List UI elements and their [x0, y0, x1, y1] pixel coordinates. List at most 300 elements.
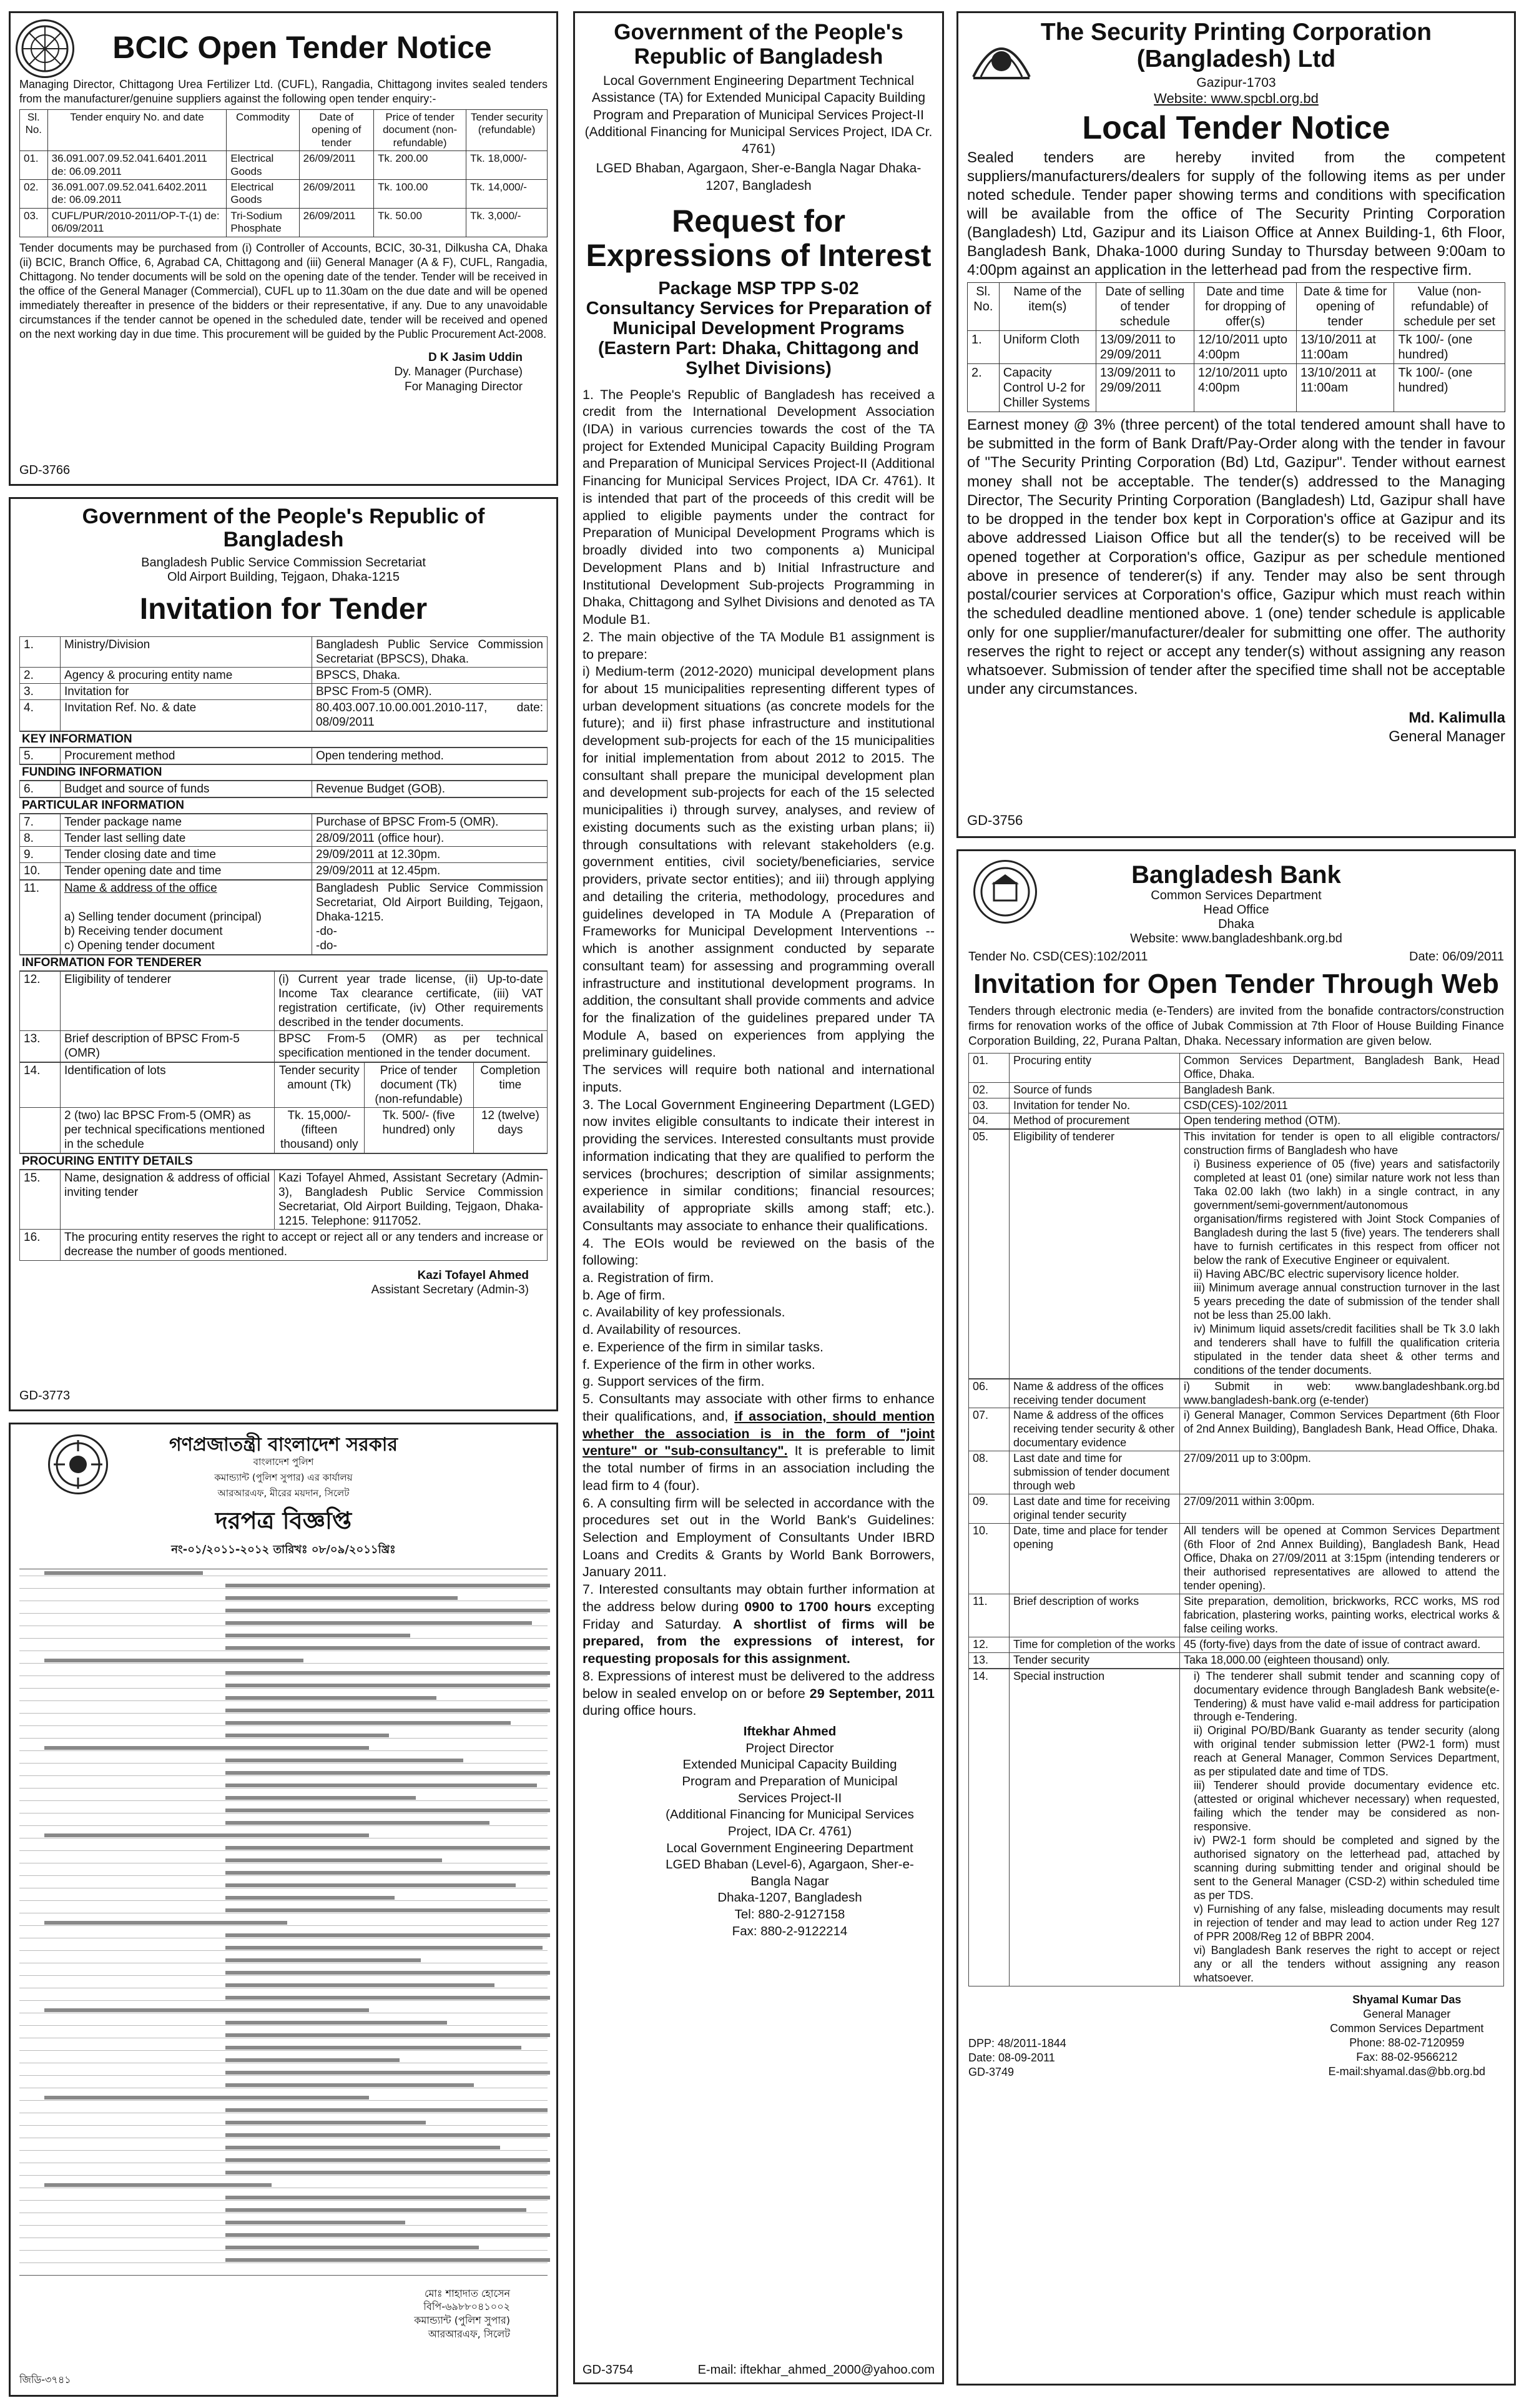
- police-logo: [48, 1434, 108, 1494]
- bpsc-signatory: Kazi Tofayel Ahmed: [417, 1268, 529, 1282]
- bpsc-info-number: 5.: [20, 748, 61, 764]
- lged-signatory-line: Program and Preparation of Municipal: [682, 1774, 898, 1789]
- bpsc-title: Invitation for Tender: [139, 592, 428, 626]
- police-table-text-line: [225, 1734, 389, 1737]
- bpsc-info-value: BPSCS, Dhaka.: [312, 667, 548, 683]
- bb-info-number: 10.: [969, 1524, 1010, 1594]
- bpsc-row11-value: Bangladesh Public Service Commission Secretariat, Old Airport Building, Tejgaon, Dhaka-1215.: [316, 881, 543, 924]
- middle-column: [573, 11, 944, 2396]
- bpsc-info-row: [20, 781, 548, 797]
- lged-signatory-line: Bangla Nagar: [750, 1873, 829, 1888]
- police-tender-table: [19, 1569, 548, 2276]
- spcbl-signatory: Md. Kalimulla: [1408, 709, 1505, 727]
- bpsc-invitation-for-tender: [9, 497, 558, 1411]
- spcbl-name-2: (Bangladesh) Ltd: [1136, 45, 1336, 72]
- lged-para-1: 1. The People's Republic of Bangladesh has received a credit from the International Development Association (IDA) in various currencies towards the cost of the TA project for Extended Municipal Capacity Building Program and Preparation of Municipal Services Project-II (Additional Financing for Municipal Services Project, IDA Cr. 4761). It is intended that part of the proceeds of this credit will be applied to eligible payments under the contract for Preparation of Municipal Development Programs which is broadly divided into two components a) Municipal Development Plans and b) Initial Infrastructure and Institutional Development Sub-projects Programming in Dhaka, Chittagong and Sylhet Divisions and denoted as TA Module B1.: [583, 387, 935, 628]
- bpsc-info-number: 3.: [20, 684, 61, 700]
- bb-gd-number: GD-3749: [968, 2066, 1015, 2079]
- bpsc-info-label: Ministry/Division: [61, 636, 312, 667]
- bb-special-item: iii) Tenderer should provide documentary evidence etc. (attested or original whichever necessary) when requested, failing which the tender may be considered as non-responsive.: [1194, 1779, 1500, 1833]
- police-table-text-line: [225, 1671, 550, 1675]
- spcbl-table-row: [968, 330, 1505, 363]
- police-table-text-line: [225, 1696, 436, 1700]
- bpsc-info-label: Tender closing date and time: [61, 847, 312, 863]
- bpsc-info-row: [20, 748, 548, 764]
- bpsc-info-label: Tender opening date and time: [61, 863, 312, 879]
- spcbl-table: [967, 282, 1505, 412]
- police-table-rule: [19, 1850, 548, 1851]
- police-table-text-line: [225, 2221, 405, 2224]
- lged-criteria-item: g. Support services of the firm.: [583, 1374, 765, 1389]
- bpsc-lot-time: 12 (twelve) days: [473, 1108, 547, 1153]
- police-table-text-line: [225, 1933, 550, 1937]
- spcbl-intro: Sealed tenders are hereby invited from the competent suppliers/manufacturers/dealers for supply of the following items as per under noted schedule. Tender paper showing terms and conditions with specification will be available from the office of The Security Printing Corporation (Bangladesh) Ltd, Gazipur and its Liaison Office at Annex Building-1, 6th Floor, Bangladesh Bank, Dhaka-1000 during Sunday to Thursday between 9:00am to 4:00pm against an application in the letterhead pad from the respective firm.: [967, 149, 1505, 279]
- police-table-text-line: [225, 2133, 550, 2137]
- bpsc-section-entity: PROCURING ENTITY DETAILS: [19, 1153, 548, 1170]
- bb-eligibility-item: i) Business experience of 05 (five) years and satisfactorily completed at least 01 (one) similar nature work not less than Taka 02.00 lakh (two lakh) in a single contract, in any government/semi-government/autonomous organisation/firms registered with Joint Stock Companies of Bangladesh during the last 5 (five) years. The tenderers shall have to furnish certificates in this respect from officer not below the rank of Executive Engineer or equivalent.: [1194, 1158, 1500, 1266]
- police-table-text-line: [44, 1659, 303, 1662]
- bb-intro: Tenders through electronic media (e-Tenders) are invited from the bonafide contractors/construction firms for renovation works of the office of Jubak Commission at 7th Floor of House Building Finance Corporation Building, 22, Purana Paltan, Dhaka. Necessary information are given below.: [968, 1005, 1504, 1048]
- police-table-text-line: [225, 1808, 550, 1812]
- spcbl-website[interactable]: Website: www.spcbl.org.bd: [1154, 90, 1319, 106]
- bcic-table-cell: 26/09/2011: [299, 179, 373, 208]
- police-table-text-line: [225, 1896, 395, 1900]
- bb-info-row: [969, 1652, 1504, 1668]
- police-table-rule: [19, 1713, 548, 1714]
- bpsc-info-value: Bangladesh Public Service Commission Secretariat (BPSCS), Dhaka.: [312, 636, 548, 667]
- bpsc-row15-label: Name, designation & address of official inviting tender: [61, 1170, 275, 1230]
- police-table-rule: [19, 2000, 548, 2001]
- bb-office: Head Office: [1203, 903, 1269, 917]
- police-table-rule: [19, 1638, 548, 1639]
- bpsc-info-row: [20, 831, 548, 847]
- lged-para-8c: during office hours.: [583, 1703, 697, 1719]
- bpsc-section-particular: PARTICULAR INFORMATION: [19, 797, 548, 814]
- bcic-table-header: Sl. No.: [20, 110, 48, 151]
- bcic-table-row: [20, 179, 548, 208]
- left-column: [9, 11, 558, 2408]
- bcic-table-cell: Electrical Goods: [227, 151, 299, 180]
- bpsc-info-value: 80.403.007.10.00.001.2010-117, date: 08/09/2011: [312, 700, 548, 731]
- spcbl-table-cell: 13/09/2011 to 29/09/2011: [1096, 330, 1194, 363]
- bpsc-entity-info: 15. Name, designation & address of official inviting tender Kazi Tofayel Ahmed, Assistant Secretary (Admin-3), Bangladesh Public Service Commission Secretariat, Old Airport Building, Tejgaon, Dhaka-1215. Telephone: 9117052. 16. The procuring entity reserves the right to accept or reject all or any tenders and increase or decrease the number of goods mentioned.: [19, 1170, 548, 1261]
- spcbl-table-cell: 13/10/2011 at 11:00am: [1296, 363, 1394, 412]
- lged-signatory-line: Local Government Engineering Department: [666, 1840, 913, 1855]
- bcic-table-row: [20, 208, 548, 237]
- spcbl-table-cell: Tk 100/- (one hundred): [1394, 363, 1505, 412]
- police-table-rule: [19, 1975, 548, 1976]
- bpsc-signatory-title: Assistant Secretary (Admin-3): [371, 1283, 529, 1297]
- lged-para-8: [583, 1668, 935, 1720]
- lged-criteria-list: [583, 1270, 935, 1391]
- bpsc-info-value: Purchase of BPSC From-5 (OMR).: [312, 814, 548, 830]
- bb-info-number: 02.: [969, 1082, 1010, 1098]
- bcic-table-cell: 02.: [20, 179, 48, 208]
- bb-info-table-2: [968, 1379, 1504, 1669]
- bb-info-number: 12.: [969, 1637, 1010, 1652]
- police-table-text-line: [225, 1821, 489, 1825]
- bb-name: Bangladesh Bank: [1131, 861, 1341, 889]
- right-column: [956, 11, 1516, 2397]
- bb-info-value: i) Submit in web: www.bangladeshbank.org.bd www.bangladesh-bank.org (e-tender): [1180, 1379, 1504, 1408]
- bb-eligibility-item: iv) Minimum liquid assets/credit facilities shall be Tk 3.0 lakh and tenderers shall have to fulfill the qualification criteria stipulated in the tender data sheet & other terms and conditions of the tender documents.: [1194, 1322, 1500, 1376]
- bcic-logo: [16, 19, 74, 78]
- bb-info-row: [969, 1408, 1504, 1451]
- police-dept: বাংলাদেশ পুলিশ: [253, 1456, 314, 1468]
- police-table-text-line: [225, 1634, 410, 1637]
- police-table-text-line: [225, 1759, 463, 1762]
- bpsc-lot-header-time: Completion time: [473, 1062, 547, 1108]
- bb-info-label: Last date and time for receiving original tender security: [1010, 1494, 1180, 1524]
- police-table-rule: [19, 1950, 548, 1951]
- bpsc-info-label: Invitation for: [61, 684, 312, 700]
- police-table-text-line: [225, 1596, 458, 1600]
- police-reference: নং-০১/২০১১-২০১২ তারিখঃ ০৮/০৯/২০১১খ্রিঃ: [171, 1542, 396, 1556]
- police-table-rule: [19, 1738, 548, 1739]
- police-table-text-line: [225, 2046, 521, 2050]
- police-table-rule: [19, 1613, 548, 1614]
- lged-para-7: [583, 1581, 935, 1668]
- spcbl-title: Local Tender Notice: [1082, 109, 1390, 146]
- bb-info-row: [969, 1594, 1504, 1637]
- bpsc-row12-value: (i) Current year trade license, (ii) Up-to-date Income Tax clearance certificate, (iii) VAT registration certificate, (iv) Other requirements described in the tender documents.: [275, 971, 548, 1031]
- bb-special-item: iv) PW2-1 form should be completed and signed by the authorised signatory on the letterhead pad, attached by scanning during submitting tender and original should be sent to the General Manager (CSD-2) within scheduled time as per TDS.: [1194, 1834, 1500, 1902]
- spcbl-table-cell: 13/09/2011 to 29/09/2011: [1096, 363, 1194, 412]
- police-table-text-line: [225, 1946, 543, 1950]
- bcic-table-cell: 36.091.007.09.52.041.6402.2011 de: 06.09.2011: [47, 179, 227, 208]
- bpsc-address: Old Airport Building, Tejgaon, Dhaka-1215: [167, 570, 400, 584]
- bpsc-row12-label: Eligibility of tenderer: [61, 971, 275, 1031]
- police-table-text-line: [225, 2033, 550, 2037]
- bcic-body-text: Tender documents may be purchased from (i) Controller of Accounts, BCIC, 30-31, Dilkusha CA, Dhaka (ii) BCIC, Branch Office, 6, Agrabad CA, Chittagong and (iii) General Manager (A & F), CUFL, Rangadia, Chittagong. No tender documents will be sold on the opening date of the tender. Tender will be received in the office of the General Manager (Commercial), CUFL up to 11.30am on the due date and will be opened immediately thereafter in presence of the bidders or their representative, if any. Due to any unavoidable circumstances if the tender cannot be opened in the scheduled date, tender will be received and opened on the next working day in due time. This procurement will be guided by the Public Procurement Act-2008.: [19, 241, 548, 340]
- bcic-table-cell: Tk. 18,000/-: [466, 151, 548, 180]
- bb-info-row: [969, 1053, 1504, 1082]
- police-table-text-line: [225, 1796, 416, 1800]
- police-table-text-line: [225, 2208, 526, 2212]
- bb-eligibility-item: iii) Minimum average annual construction turnover in the last 5 years preceding the date of submission of the tender shall not be less than 25.00 lakh.: [1194, 1281, 1500, 1321]
- bb-signatory-line: Fax: 88-02-9566212: [1356, 2050, 1458, 2063]
- spcbl-table-cell: 12/10/2011 upto 4:00pm: [1194, 363, 1296, 412]
- police-table-text-line: [225, 1621, 532, 1625]
- lged-criteria-item: e. Experience of the firm in similar tasks.: [583, 1339, 823, 1354]
- police-table-text-line: [225, 1784, 537, 1787]
- bb-title: Invitation for Open Tender Through Web: [973, 969, 1499, 999]
- bb-info-value: Site preparation, demolition, brickworks, RCC works, MS rod fabrication, plastering works, painting works, electrical works & false ceiling works.: [1180, 1594, 1504, 1637]
- police-table-text-line: [225, 2083, 474, 2087]
- lged-para-7a: 7. Interested consultants may obtain further information at the address below during: [583, 1582, 935, 1614]
- lged-criteria-item: b. Age of firm.: [583, 1287, 666, 1303]
- bpsc-info-row: [20, 863, 548, 879]
- police-table-rule: [19, 1663, 548, 1664]
- lged-title: Request for Expressions of Interest: [586, 204, 932, 274]
- bb-info-value: Bangladesh Bank.: [1180, 1082, 1504, 1098]
- bb-signatory: Shyamal Kumar Das: [1352, 1993, 1462, 2006]
- bb-eligibility-item: ii) Having ABC/BC electric supervisory licence holder.: [1194, 1267, 1460, 1280]
- police-table-rule: [19, 1675, 548, 1676]
- police-table-rule: [19, 2025, 548, 2026]
- bpsc-info-row: [20, 636, 548, 667]
- police-table-rule: [19, 1800, 548, 1801]
- bcic-table-cell: 26/09/2011: [299, 151, 373, 180]
- bb-eligibility-label: Eligibility of tenderer: [1010, 1130, 1180, 1378]
- spcbl-signatory-title: General Manager: [1389, 728, 1505, 746]
- bpsc-section-key: KEY INFORMATION: [19, 731, 548, 748]
- bpsc-info-label: Budget and source of funds: [61, 781, 312, 797]
- spcbl-table-cell: 1.: [968, 330, 1000, 363]
- bb-info-value: Taka 18,000.00 (eighteen thousand) only.: [1180, 1652, 1504, 1668]
- bb-date: Date: 06/09/2011: [1409, 950, 1504, 964]
- bb-info-row: [969, 1451, 1504, 1494]
- police-table-text-line: [225, 1958, 421, 1962]
- spcbl-table-header: Sl. No.: [968, 282, 1000, 330]
- spcbl-table-header: Name of the item(s): [999, 282, 1096, 330]
- bpsc-lot-price: Tk. 500/- (five hundred) only: [364, 1108, 473, 1153]
- lged-package: Package MSP TPP S-02: [658, 279, 859, 299]
- police-table-text-line: [225, 2071, 550, 2075]
- lged-criteria-item: a. Registration of firm.: [583, 1270, 714, 1285]
- police-table-text-line: [44, 2096, 369, 2100]
- bcic-table-row: [20, 151, 548, 180]
- lged-signatory-line: Tel: 880-2-9127158: [734, 1907, 845, 1922]
- bb-info-label: Date, time and place for tender opening: [1010, 1524, 1180, 1594]
- police-address: আরআরএফ, মীরের ময়দান, সিলেট: [217, 1488, 350, 1499]
- bpsc-info-number: 7.: [20, 814, 61, 830]
- bcic-table-cell: 36.091.007.09.52.041.6401.2011 de: 06.09.2011: [47, 151, 227, 180]
- police-table-rule: [19, 1763, 548, 1764]
- police-table-text-line: [225, 1609, 550, 1612]
- bb-info-row: [969, 1098, 1504, 1113]
- lged-para-7c: excepting Friday and Saturday.: [583, 1599, 935, 1632]
- police-table-text-line: [44, 1833, 369, 1837]
- bpsc-info-number: 1.: [20, 636, 61, 667]
- police-table-text-line: [225, 1971, 550, 1975]
- police-table-text-line: [225, 1684, 550, 1687]
- bb-info-value: 27/09/2011 within 3:00pm.: [1180, 1494, 1504, 1524]
- spcbl-table-header: Date & time for opening of tender: [1296, 282, 1394, 330]
- bpsc-info-number: 8.: [20, 831, 61, 847]
- bpsc-section-tenderer: INFORMATION FOR TENDERER: [19, 955, 548, 971]
- spcbl-table-row: [968, 363, 1505, 412]
- police-table-text-line: [225, 1908, 550, 1912]
- spcbl-table-header: Date and time for dropping of offer(s): [1194, 282, 1296, 330]
- spcbl-table-header: Date of selling of tender schedule: [1096, 282, 1194, 330]
- bb-info-table: [968, 1053, 1504, 1130]
- bpsc-row11-ditto-1: -do-: [316, 925, 337, 939]
- police-signatory-office: আরআরএফ, সিলেট: [428, 2327, 510, 2340]
- bcic-signatory-title: Dy. Manager (Purchase): [394, 365, 523, 379]
- spcbl-table-cell: Tk 100/- (one hundred): [1394, 330, 1505, 363]
- police-table-text-line: [225, 2021, 447, 2025]
- bb-signatory-line: Common Services Department: [1330, 2021, 1484, 2035]
- bb-info-row: [969, 1113, 1504, 1129]
- bcic-table-cell: Electrical Goods: [227, 179, 299, 208]
- bpsc-info-value: BPSC From-5 (OMR).: [312, 684, 548, 700]
- bb-info-label: Procuring entity: [1010, 1053, 1180, 1082]
- bcic-table-header: Price of tender document (non-refundable): [374, 110, 466, 151]
- bcic-table-cell: 03.: [20, 208, 48, 237]
- spcbl-local-tender: [956, 11, 1516, 838]
- police-table-text-line: [225, 2121, 426, 2124]
- bpsc-info-label: Tender package name: [61, 814, 312, 830]
- bb-info-number: 07.: [969, 1408, 1010, 1451]
- police-signatory-id: বিপি-৬৯৮৮০৪১০০২: [423, 2301, 510, 2313]
- police-table-rule: [19, 1775, 548, 1776]
- police-gd-number: জিডি-৩৭৪১: [19, 2374, 71, 2386]
- police-table-rule: [19, 2262, 548, 2263]
- bb-info-label: Invitation for tender No.: [1010, 1098, 1180, 1113]
- bb-info-label: Time for completion of the works: [1010, 1637, 1180, 1652]
- police-table-text-line: [225, 1846, 550, 1850]
- bb-info-label: Name & address of the offices receiving tender document: [1010, 1379, 1180, 1408]
- police-table-text-line: [44, 2183, 272, 2187]
- bb-info-row: [969, 1637, 1504, 1652]
- bpsc-info-number: 6.: [20, 781, 61, 797]
- bpsc-row13-value: BPSC From-5 (OMR) as per technical specification mentioned in the tender document.: [275, 1031, 548, 1062]
- bb-website[interactable]: Website: www.bangladeshbank.org.bd: [1130, 932, 1342, 945]
- bpsc-info-number: 9.: [20, 847, 61, 863]
- bb-info-value: 27/09/2011 up to 3:00pm.: [1180, 1451, 1504, 1494]
- bb-special-item: ii) Original PO/BD/Bank Guaranty as tender security (along with original tender submission letter (PW2-1 form) must reach at General Manager, Common Services Department, as per stipulated date and time of TDS.: [1194, 1724, 1500, 1779]
- police-table-text-line: [225, 2246, 479, 2249]
- bpsc-row11-label: Name & address of the office: [64, 881, 217, 895]
- spcbl-gd-number: GD-3756: [967, 812, 1023, 828]
- bb-info-number: 04.: [969, 1113, 1010, 1129]
- bcic-intro: Managing Director, Chittagong Urea Fertilizer Ltd. (CUFL), Rangadia, Chittagong invites sealed tenders from the manufacturer/genuine suppliers against the following open tender enquiry:-: [19, 78, 548, 105]
- bb-info-value: CSD(CES)-102/2011: [1180, 1098, 1504, 1113]
- police-government: গণপ্রজাতন্ত্রী বাংলাদেশ সরকার: [169, 1434, 398, 1456]
- police-signatory: মোঃ শাহাদাত হোসেন: [424, 2287, 510, 2299]
- bb-info-label: Source of funds: [1010, 1082, 1180, 1098]
- bb-info-number: 01.: [969, 1053, 1010, 1082]
- bpsc-info-row: [20, 814, 548, 830]
- police-table-text-line: [225, 2108, 548, 2112]
- police-table-rule: [19, 1925, 548, 1926]
- police-office: কমান্ড্যান্ট (পুলিশ সুপার) এর কার্যালয়: [214, 1472, 353, 1483]
- police-title: দরপত্র বিজ্ঞপ্তি: [215, 1507, 352, 1534]
- lged-signatory-line: Extended Municipal Capacity Building: [682, 1757, 897, 1772]
- police-table-rule: [19, 1750, 548, 1751]
- bpsc-section-funding: FUNDING INFORMATION: [19, 764, 548, 781]
- lged-para-8a: 8. Expressions of interest must be delivered to the address below in sealed envelop on or before: [583, 1668, 935, 1701]
- bpsc-row15-value: Kazi Tofayel Ahmed, Assistant Secretary (Admin-3), Bangladesh Public Service Commission Secretariat, Old Airport Building, Tejgaon, Dhaka-1215. Telephone: 9117052.: [275, 1170, 548, 1230]
- police-table-text-line: [225, 1996, 550, 2000]
- police-table-text-line: [225, 1858, 442, 1862]
- police-table-rule: [19, 2175, 548, 2176]
- spcbl-table-cell: Capacity Control U-2 for Chiller Systems: [999, 363, 1096, 412]
- bpsc-info-label: Tender last selling date: [61, 831, 312, 847]
- lged-criteria-item: c. Availability of key professionals.: [583, 1305, 785, 1320]
- lged-para-6: 6. A consulting firm will be selected in accordance with the procedures set out in the World Bank's Guidelines: Selection and Employment of Consultants Under IBRD Loans and Credits & Grants by World Bank Borrowers, January 2011.: [583, 1495, 935, 1580]
- bpsc-tenderer-info: 12. Eligibility of tenderer (i) Current year trade license, (ii) Up-to-date Income Tax clearance certificate, (iii) VAT registration certificate, (iv) Other requirements described in the tender documents. 13. Brief description of BPSC From-5 (OMR) BPSC From-5 (OMR) as per technical specification mentioned in the tender document.: [19, 971, 548, 1062]
- bb-info-label: Name & address of the offices receiving tender security & other documentary evidence: [1010, 1408, 1180, 1451]
- bcic-table-cell: 26/09/2011: [299, 208, 373, 237]
- police-table-rule: [19, 1788, 548, 1789]
- police-table-rule: [19, 1688, 548, 1689]
- lged-para-7d: A shortlist of firms will be prepared, from the expressions of interest, for requesting proposals for this assignment.: [583, 1616, 935, 1667]
- bpsc-info-row: [20, 700, 548, 731]
- lged-gd-number: GD-3754: [583, 2363, 634, 2377]
- bb-info-number: 06.: [969, 1379, 1010, 1408]
- lged-department: Local Government Engineering Department Technical Assistance (TA) for Extended Municipal Capacity Building Program and Preparation of Municipal Services Project-II (Additional Financing for Municipal Services Project, IDA Cr. 4761): [584, 74, 933, 157]
- bpsc-row11-a: a) Selling tender document (principal): [64, 910, 262, 924]
- bb-eligibility: 05. Eligibility of tenderer This invitation for tender is open to all eligible contractors/ construction firms of Bangladesh who have i) Business experience of 05 (five) years and satisfactorily completed at least 01 (one) similar nature work not less than Taka 02.00 lakh (two lakh) in a single contract, in any government/semi-government/autonomous organisation/firms registered with Joint Stock Companies of Bangladesh during the last 5 (five) years. The tenderers shall have to furnish certificates in this respect from officer not below the rank of Executive Engineer or equivalent. ii) Having ABC/BC electric supervisory licence holder. iii) Minimum average annual construction turnover in the last 5 years preceding the date of submission of the tender shall not be less than 25.00 lakh. iv) Minimum liquid assets/credit facilities shall be Tk 3.0 lakh and tenderers shall have to fulfill the qualification criteria stipulated in the tender data sheet & other terms and conditions of the tender documents.: [968, 1129, 1504, 1378]
- bb-info-label: Last date and time for submission of tender document through web: [1010, 1451, 1180, 1494]
- lged-para-4: 4. The EOIs would be reviewed on the basis of the following:: [583, 1235, 935, 1268]
- lged-para-3: 3. The Local Government Engineering Department (LGED) now invites eligible consultants to indicate their interest in providing the services. Interested consultants must provide information indicating that they are qualified to perform the services (brochures; description of similar assignments; experience in similar conditions; financial resources; availability of appropriate skills among staff; etc.). Consultants may associate to enhance their qualifications.: [583, 1097, 935, 1233]
- police-tender-notice: [9, 1423, 558, 2397]
- lged-signatory-line: Project, IDA Cr. 4761): [727, 1823, 852, 1838]
- bpsc-info-value: Open tendering method.: [312, 748, 548, 764]
- lged-para-5: [583, 1391, 935, 1494]
- spcbl-table-cell: Uniform Cloth: [999, 330, 1096, 363]
- police-table-rule: [19, 2075, 548, 2076]
- bcic-table-cell: Tri-Sodium Phosphate: [227, 208, 299, 237]
- police-table-rule: [19, 2125, 548, 2126]
- bcic-table-cell: Tk. 200.00: [374, 151, 466, 180]
- police-table-text-line: [225, 1721, 511, 1725]
- bpsc-row14-label: Identification of lots: [61, 1062, 275, 1108]
- bb-special-item: v) Furnishing of any false, misleading documents may result in rejection of tender and may lead to action under Reg 127 of PPR 2008/Reg 12 of BBPR 2004.: [1194, 1902, 1500, 1943]
- police-table-text-line: [225, 2146, 500, 2149]
- bpsc-key-info: [19, 748, 548, 764]
- bb-info-number: 03.: [969, 1098, 1010, 1113]
- police-table-rule: [19, 1700, 548, 1701]
- bb-info-label: Method of procurement: [1010, 1113, 1180, 1129]
- lged-signatory-line: Services Project-II: [737, 1790, 842, 1805]
- bpsc-info-label: Invitation Ref. No. & date: [61, 700, 312, 731]
- lged-signatory-line: (Additional Financing for Municipal Services: [666, 1807, 914, 1822]
- bb-signatory-details: [1329, 2007, 1485, 2079]
- bpsc-lots-table: 14. Identification of lots Tender security amount (Tk) Price of tender document (Tk) (non-refundable) Completion time 2 (two) lac BPSC From-5 (OMR) as per technical specifications mentioned in the schedule Tk. 15,000/- (fifteen thousand) only Tk. 500/- (five hundred) only 12 (twelve) days: [19, 1062, 548, 1153]
- bpsc-info-value: 29/09/2011 at 12.45pm.: [312, 863, 548, 879]
- bpsc-funding-info: [19, 781, 548, 797]
- bcic-table-cell: CUFL/PUR/2010-2011/OP-T-(1) de: 06/09/2011: [47, 208, 227, 237]
- spcbl-logo: [967, 27, 1036, 83]
- police-table-text-line: [225, 1871, 550, 1875]
- police-table-rule: [19, 2150, 548, 2151]
- police-table-rule: [19, 2100, 548, 2101]
- spcbl-city: Gazipur-1703: [1196, 75, 1276, 90]
- bb-tender-no: Tender No. CSD(CES):102/2011: [968, 950, 1148, 964]
- bpsc-info-label: Procurement method: [61, 748, 312, 764]
- bb-info-label: Tender security: [1010, 1652, 1180, 1668]
- bb-info-number: 13.: [969, 1652, 1010, 1668]
- lged-signatory-line: Dhaka-1207, Bangladesh: [717, 1890, 862, 1905]
- spcbl-name: The Security Printing Corporation: [1040, 19, 1432, 46]
- police-table-rule: [19, 2225, 548, 2226]
- lged-email: E-mail: iftekhar_ahmed_2000@yahoo.com: [697, 2363, 935, 2377]
- bpsc-info-value: Revenue Budget (GOB).: [312, 781, 548, 797]
- bcic-table-cell: 01.: [20, 151, 48, 180]
- bcic-gd-number: GD-3766: [19, 463, 71, 477]
- bpsc-info-row: [20, 667, 548, 683]
- police-table-rule: [19, 2200, 548, 2201]
- bb-info-row: [969, 1524, 1504, 1594]
- bpsc-basic-info: [19, 636, 548, 731]
- police-table-text-line: [225, 2058, 400, 2062]
- bcic-table-header: Commodity: [227, 110, 299, 151]
- bpsc-lot-description: 2 (two) lac BPSC From-5 (OMR) as per technical specifications mentioned in the schedule: [61, 1108, 275, 1153]
- bpsc-lot-header-price: Price of tender document (Tk) (non-refundable): [364, 1062, 473, 1108]
- bb-special-item: vi) Bangladesh Bank reserves the right to accept or reject any or all the tenders without assigning any reason whatsoever.: [1194, 1943, 1500, 1984]
- bpsc-row11-ditto-2: -do-: [316, 939, 337, 953]
- police-table-text-line: [44, 1746, 369, 1750]
- bpsc-government: Government of the People's Republic of Bangladesh: [82, 505, 485, 552]
- bpsc-row11-c: c) Opening tender document: [64, 939, 215, 953]
- police-table-text-line: [225, 1771, 550, 1775]
- bcic-table-cell: Tk. 50.00: [374, 208, 466, 237]
- lged-para-2b: i) Medium-term (2012-2020) municipal development plans for about 15 municipalities representing different types of urban development situations (as concrete models for the future); and ii) first phase infrastructure and institutional development sub-projects for each of the 15 municipalities for initial implementation from about 2012 to 2015. The consultant shall prepare the municipal development plan and development sub-projects for each of the 15 selected municipalities i) through survey, analyses, and review of existing documents such as the existing urban plans; ii) through consultations with relevant stakeholders (e.g. government entities, civil society/beneficiaries, service providers, private sector entities); and iii) through applying and detailing the criteria, methodology, procedures and guidelines developed in TA Module A (Preparation of Frameworks for Municipal Development Interventions -- which is another assignment conducted by separate consultant team) for assessing and programming overall infrastructure and institutional development programs. In addition, the consultant shall provide comments and advice for the finalization of the guidelines prepared under TA Module A, based on experiences from applying the preliminary guidelines.: [583, 664, 935, 1060]
